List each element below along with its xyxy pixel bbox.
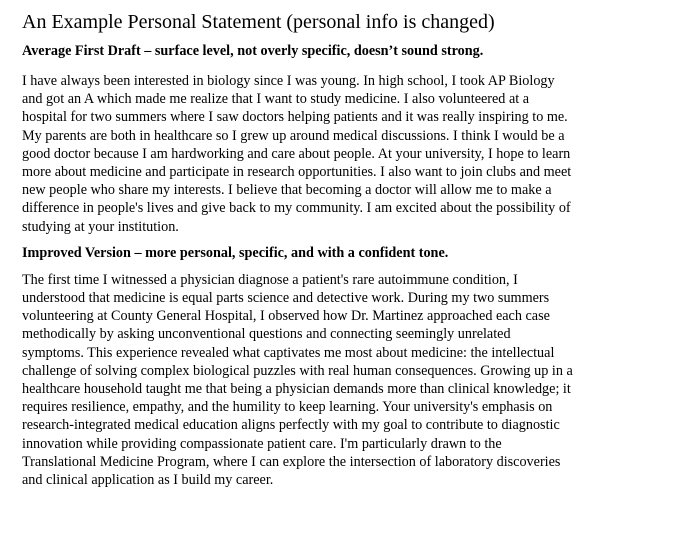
paragraph-line: The first time I witnessed a physician diagnose a patient's rare autoimmune condition, I [22, 271, 518, 288]
paragraph-line: Translational Medicine Program, where I can explore the intersection of laboratory discoveries [22, 453, 561, 470]
paragraph-line: good doctor because I am hardworking and care about people. At your university, I hope to learn [22, 145, 571, 162]
section-heading-first-draft: Average First Draft – surface level, not overly specific, doesn’t sound strong. [22, 43, 484, 59]
paragraph-line: healthcare household taught me that being a physician demands more than clinical knowledge; it [22, 381, 571, 398]
paragraph-line: hospital for two summers where I saw doctors helping patients and it was really inspiring to me. [22, 109, 568, 126]
paragraph-line: requires resilience, empathy, and the humility to keep learning. Your university's emphasis on [22, 399, 553, 416]
paragraph-line: difference in people's lives and give back to my community. I am excited about the possibility of [22, 200, 571, 217]
paragraph-line: methodically by asking unconventional questions and connecting seemingly unrelated [22, 326, 511, 343]
improved-version-paragraph [22, 271, 672, 489]
paragraph-line: symptoms. This experience revealed what captivates me most about medicine: the intellectual [22, 344, 555, 361]
first-draft-paragraph [22, 72, 672, 236]
paragraph-line: My parents are both in healthcare so I grew up around medical discussions. I think I would be a [22, 127, 565, 144]
document-page [22, 0, 672, 489]
paragraph-line: I have always been interested in biology since I was young. In high school, I took AP Biology [22, 73, 555, 89]
paragraph-line: challenge of solving complex biological puzzles with real human consequences. Growing up in a [22, 362, 573, 379]
paragraph-line: new people who share my interests. I believe that becoming a doctor will allow me to make a [22, 182, 552, 199]
paragraph-line: and got an A which made me realize that I want to study medicine. I also volunteered at a [22, 91, 530, 108]
paragraph-line: and clinical application as I build my career. [22, 472, 274, 489]
paragraph-line: studying at your institution. [22, 218, 179, 235]
paragraph-line: research-integrated medical education aligns perfectly with my goal to contribute to diagnostic [22, 417, 560, 434]
paragraph-line: more about medicine and participate in research opportunities. I also want to join clubs and meet [22, 164, 572, 181]
document-title: An Example Personal Statement (personal info is changed) [22, 11, 495, 33]
paragraph-line: understood that medicine is equal parts science and detective work. During my two summers [22, 290, 550, 307]
paragraph-line: innovation while providing compassionate patient care. I'm particularly drawn to the [22, 435, 502, 452]
paragraph-line: volunteering at County General Hospital, I observed how Dr. Martinez approached each case [22, 308, 550, 325]
section-heading-improved-version: Improved Version – more personal, specific, and with a confident tone. [22, 244, 449, 261]
